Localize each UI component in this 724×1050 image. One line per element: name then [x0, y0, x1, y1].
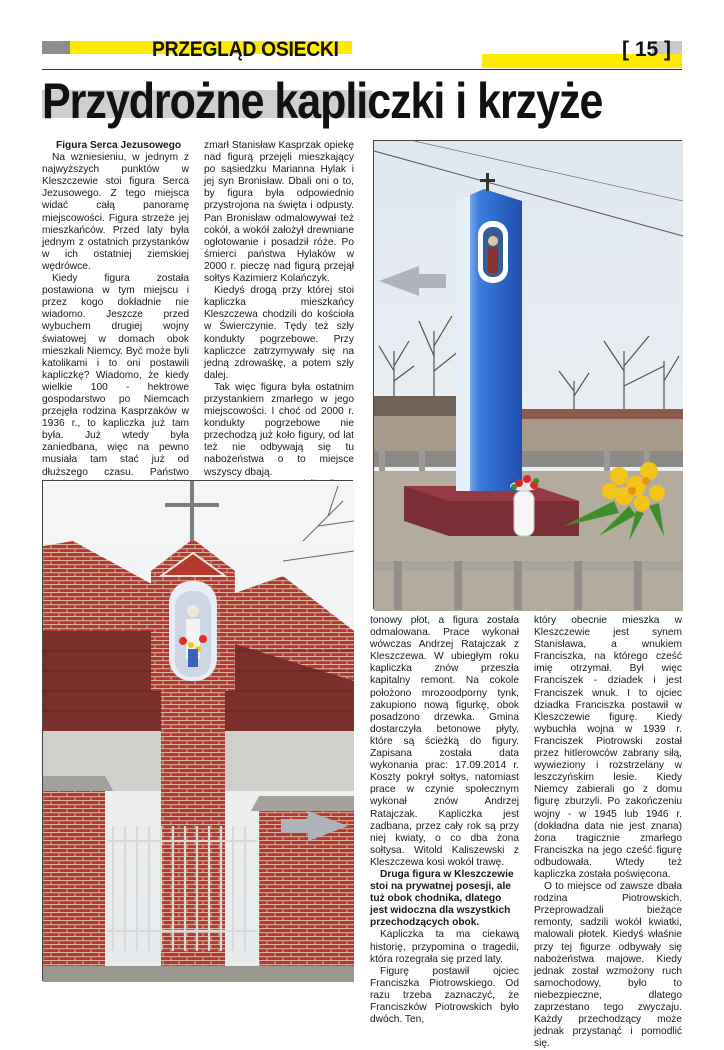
photo-brick-shrine	[42, 480, 353, 981]
paragraph: zmarł Stanisław Kasprzak opiekę nad figurą przejęli mieszkający po sąsiedzku Marianna Hylak i jej syn Bronisław. Dbali oni o to, by figura była odpowiednio przystrojona na święta i odpusty. Pan Bronisław odmalowywał też cokół, a wokół założył drewniane ogłotowanie i posadził róże. Po śmierci państwa Hylaków w 2000 r. pieczę nad figurą przejął sołtys Kazimierz Kolańczyk.	[204, 140, 354, 285]
paragraph: Tak więc figura była ostatnim przystankiem zmarłego w jego miejscowości. I choć od 2000 r. kondukty pogrzebowe nie przechodzą już koło figury, od lat też nie odbywają się tu nabożeństwa o to miejsce wszyscy dbają.	[204, 381, 354, 478]
paragraph: Kapliczka ta ma ciekawą historię, przypomina o tragedii, która rozegrała się przed laty.	[370, 929, 519, 965]
text-column-4	[534, 615, 682, 1050]
text-column-3	[370, 615, 519, 1026]
paragraph: który obecnie mieszka w Kleszczewie jest synem Stanisława, a wnukiem Franciszka, na którego cześć imię otrzymał. Był więc Franciszek - dziadek i jest Franciszek wnuk. I to ojciec dziadka Franciszka postawił w Kleszczewie figurę. Kiedy wybuchła wojna w 1939 r. Franciszek Piotrowski został przez hitlerowców zabrany siłą, wywieziony i rozstrzelany w leszczyńskim lesie. Kiedy Niemcy zabierali go z domu figurę zburzyli. Po zakończeniu wojny - w 1945 lub 1946 r. (dokładna data nie jest znana) żona tragicznie zmarłego Franciszka na jego cześć figurę odbudowała. Wtedy też kapliczka została poświęcona.	[534, 615, 682, 880]
paragraph: tonowy płot, a figura została odmalowana. Prace wykonał wówczas Andrzej Ratajczak z Kleszczewa. W ubiegłym roku kapliczka znów przeszła kapitalny remont. Na cokole położono mrozoodporny tynk, zakupiono nową figurkę, obok posadzono drzewka. Gmina dostarczyła betonowe płyty, które są ścieżką do figury. Zapisana została data wykonania prac: 17.09.2014 r. Koszty pokrył sołtys, natomiast prace w czynie społecznym wykonał znów Andrzej Ratajczak. Kapliczka jest zadbana, przez cały rok są przy niej kwiaty, o co dba żona sołtysa. Witold Kaliszewski z Kleszczewa kosi wokół trawę.	[370, 615, 519, 868]
paragraph: Kiedy figura została postawiona w tym miejscu i przez kogo dokładnie nie wiadomo. Jeszcze przed wybuchem drugiej wojny światowej w domach obok mieszkali Niemcy. Być może byli katolikami i to oni postawili kapliczkę? Wiadomo, że kiedy wielkie 100 - hektrowe gospodarstwo po Niemcach przejęła rodzina Kasprzaków w 1936 r., to kapliczka już tam była. Już wtedy była zaniedbana, więc na pewno musiała tam stać już od dłuższego czasu. Państwo	[42, 273, 189, 478]
page-number: [ 15 ]	[622, 38, 672, 61]
section-subheading: Figura Serca Jezusowego	[56, 140, 182, 151]
magazine-title: PRZEGLĄD OSIECKI	[152, 38, 339, 61]
paragraph: Na wzniesieniu, w jednym z najwyższych punktów w Kleszczewie stoi figura Serca Jezusowego. Z tego miejsca widać całą panoramę miejscowości. Figura strzeże jej mieszkańców. Przed laty była jednym z ostatnich przystanków w ich ostatniej ziemskiej wędrówce.	[42, 152, 189, 272]
photo-blue-shrine	[373, 140, 682, 609]
text-column-2	[204, 140, 354, 515]
header-rule	[42, 69, 682, 70]
section-subheading: Druga figura w Kleszczewie stoi na prywatnej posesji, ale tuż obok chodnika, dlatego jest widoczna dla wszystkich przechodzących obok.	[370, 868, 514, 929]
paragraph: Kiedyś drogą przy której stoi kapliczka mieszkańcy Kleszczewa chodzili do kościoła w Świerczynie. Tędy też szły kondukty pogrzebowe. Przy kapliczce zatrzymywały się na jedną zdrowaśkę, a potem szły dalej.	[204, 285, 354, 381]
article-headline: Przydrożne kapliczki i krzyże	[42, 73, 603, 129]
header-grey-bar	[42, 41, 70, 54]
paragraph: Figurę postawił ojciec Franciszka Piotrowskiego. Od razu trzeba zaznaczyć, że Franciszków Piotrowskich było dwóch. Ten,	[370, 965, 519, 1026]
paragraph: O to miejsce od zawsze dbała rodzina Piotrowskich. Przeprowadzali bieżące remonty, sadzili wokół kwiatki, malowali płotek. Kiedyś właśnie przy tej figurze odbywały się nabożeństwa majowe. Kiedy jednak został wzmożony ruch samochodowy, było to niebezpieczne, dlatego zaprzestano tego zwyczaju. Każdy przechodzący może jednak przystanąć i pomodlić się.	[534, 881, 682, 1050]
